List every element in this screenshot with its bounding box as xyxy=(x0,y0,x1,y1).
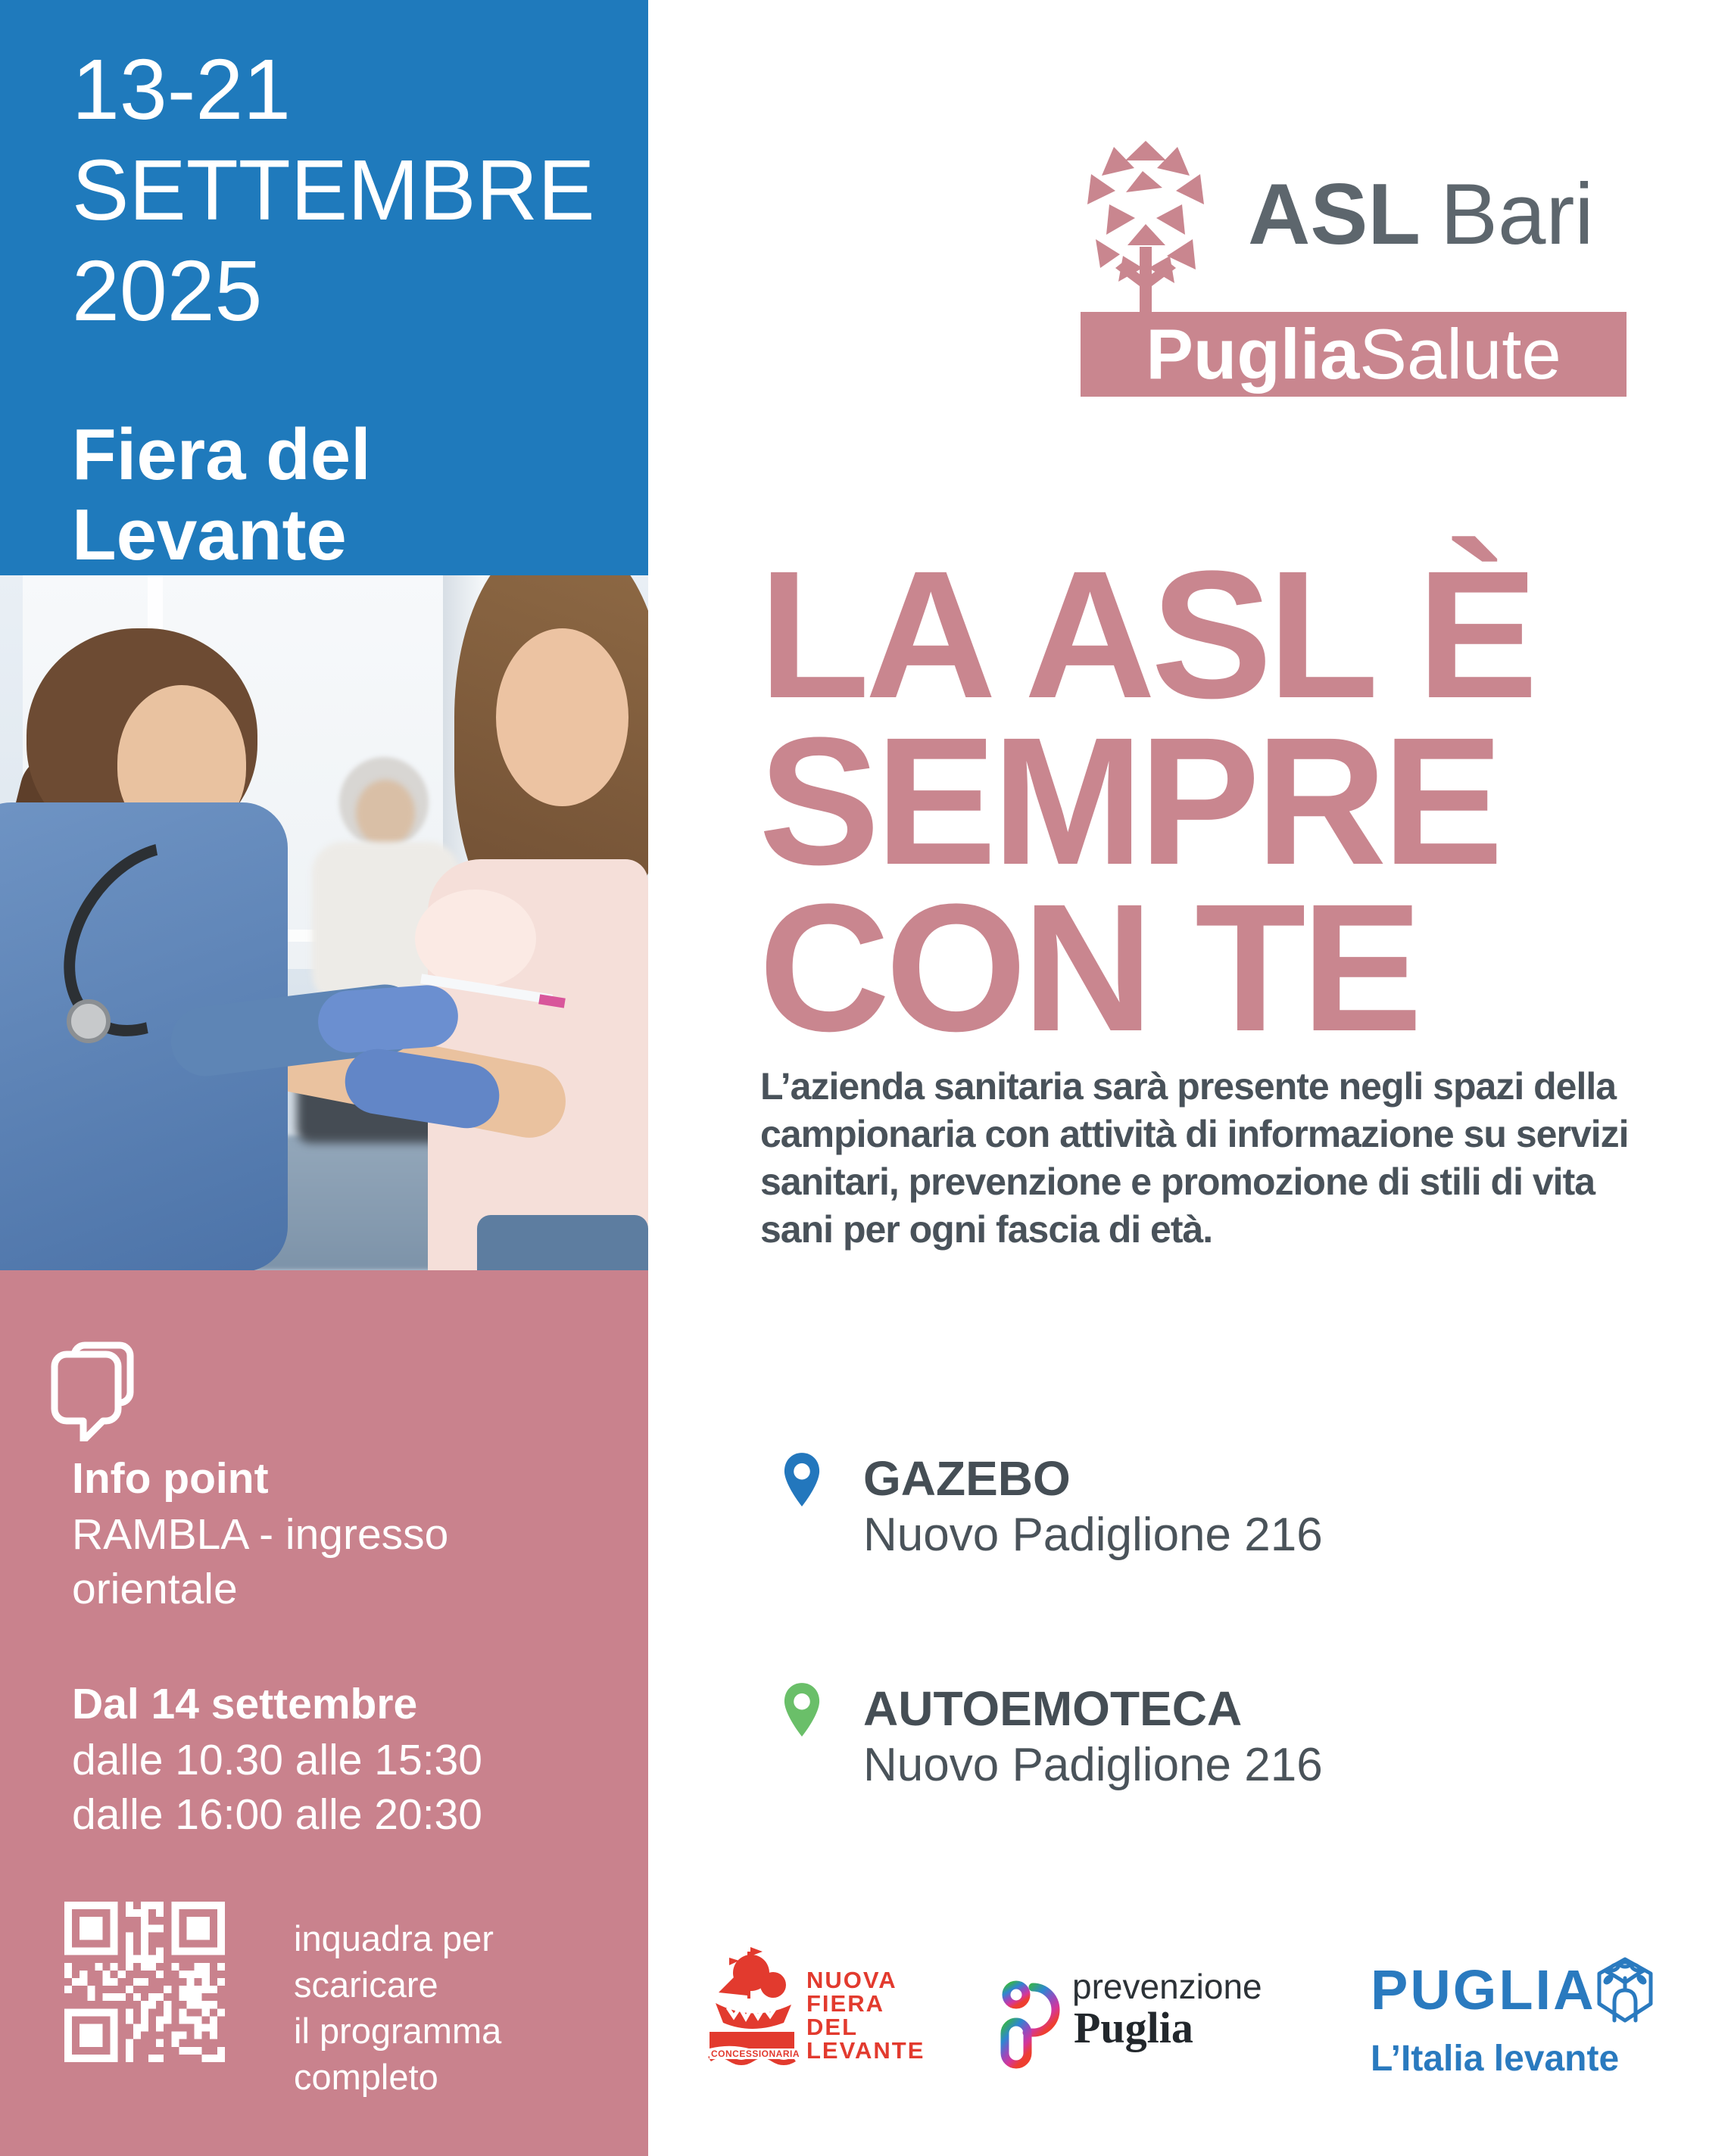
schedule-heading: Dal 14 settembre xyxy=(72,1680,418,1728)
info-point-heading: Info point xyxy=(72,1454,269,1503)
intro-paragraph: L’azienda sanitaria sarà presente negli spazi della campionaria con attività di informazione su servizi sanitari, prevenzione e promozione di stili di vita sani per ogni fascia di età. xyxy=(760,1065,1629,1251)
location-autoemoteca-detail: Nuovo Padiglione 216 xyxy=(863,1739,1323,1791)
qr-caption-line3: il programma xyxy=(294,2011,502,2051)
fiera-wordmark xyxy=(806,1968,925,2062)
qr-caption-line4: completo xyxy=(294,2057,438,2097)
stethoscope-chestpiece xyxy=(67,999,111,1043)
fiera-word-4: LEVANTE xyxy=(806,2037,925,2064)
fiera-word-1: NUOVA xyxy=(806,1967,897,1993)
location-gazebo-detail: Nuovo Padiglione 216 xyxy=(863,1509,1323,1561)
prevenzione-puglia-logo xyxy=(998,1964,1354,2093)
date-month: SETTEMBRE xyxy=(72,142,595,238)
asl-wordmark-regular: Bari xyxy=(1440,167,1594,263)
asl-wordmark-bold: ASL xyxy=(1248,167,1421,263)
schedule-time-2: dalle 16:00 alle 20:30 xyxy=(72,1790,482,1839)
gradient-loops-icon xyxy=(998,1978,1062,2084)
date-venue-block xyxy=(0,0,648,575)
puglia-region-tagline: L’Italia levante xyxy=(1371,2039,1620,2079)
photo-patient-rolled-sleeve xyxy=(415,890,536,988)
fiera-concessionaria-label: CONCESSIONARIA xyxy=(711,2049,800,2059)
schedule-time-1: dalle 10.30 alle 15:30 xyxy=(72,1736,482,1784)
photo-elderly-face xyxy=(356,780,415,846)
photo-vaccination-scene xyxy=(0,575,648,1270)
headline-line3: CON TE xyxy=(759,866,1418,1069)
fiera-del-levante-logo xyxy=(708,1947,943,2076)
date-range: 13-21 xyxy=(72,42,292,137)
venue-name-line1: Fiera del xyxy=(72,414,371,495)
date-year: 2025 xyxy=(72,243,263,338)
puglia-region-wordmark: PUGLIA xyxy=(1371,1958,1596,2021)
map-pin-gazebo-icon xyxy=(781,1450,822,1510)
venue-name-line2: Levante xyxy=(72,494,347,575)
hexagon-olive-tree-icon xyxy=(1592,1957,1658,2024)
headline-line2: SEMPRE xyxy=(759,699,1499,902)
info-point-location-2: orientale xyxy=(72,1565,238,1613)
location-gazebo-name: GAZEBO xyxy=(863,1451,1071,1506)
qr-caption-line1: inquadra per xyxy=(294,1918,494,1958)
headline-line1: LA ASL È xyxy=(759,533,1534,736)
map-pin-autoemoteca-icon xyxy=(781,1681,822,1740)
prevenzione-puglia-word: Puglia xyxy=(1074,2003,1193,2052)
photo-nurse-glove-upper xyxy=(316,983,460,1055)
location-autoemoteca-name: AUTOEMOTECA xyxy=(863,1681,1243,1736)
photo-patient-face xyxy=(496,628,628,806)
photo-patient-jeans xyxy=(477,1215,648,1270)
banner-text-bold: Puglia xyxy=(1146,314,1360,394)
qr-caption-line2: scaricare xyxy=(294,1964,438,2005)
puglia-salute-banner xyxy=(1081,312,1627,397)
banner-text-regular: Salute xyxy=(1359,314,1561,394)
asl-mosaic-tree-icon xyxy=(1070,135,1221,324)
prevenzione-word: prevenzione xyxy=(1072,1967,1262,2006)
speech-bubbles-icon xyxy=(50,1341,135,1441)
asl-bari-wordmark xyxy=(1248,165,1594,264)
info-point-location: RAMBLA - ingresso xyxy=(72,1510,449,1559)
headline xyxy=(759,533,1683,1069)
qr-code xyxy=(64,1902,225,2062)
fiera-word-3: DEL xyxy=(806,2014,858,2040)
fiera-word-2: FIERA xyxy=(806,1990,884,2017)
